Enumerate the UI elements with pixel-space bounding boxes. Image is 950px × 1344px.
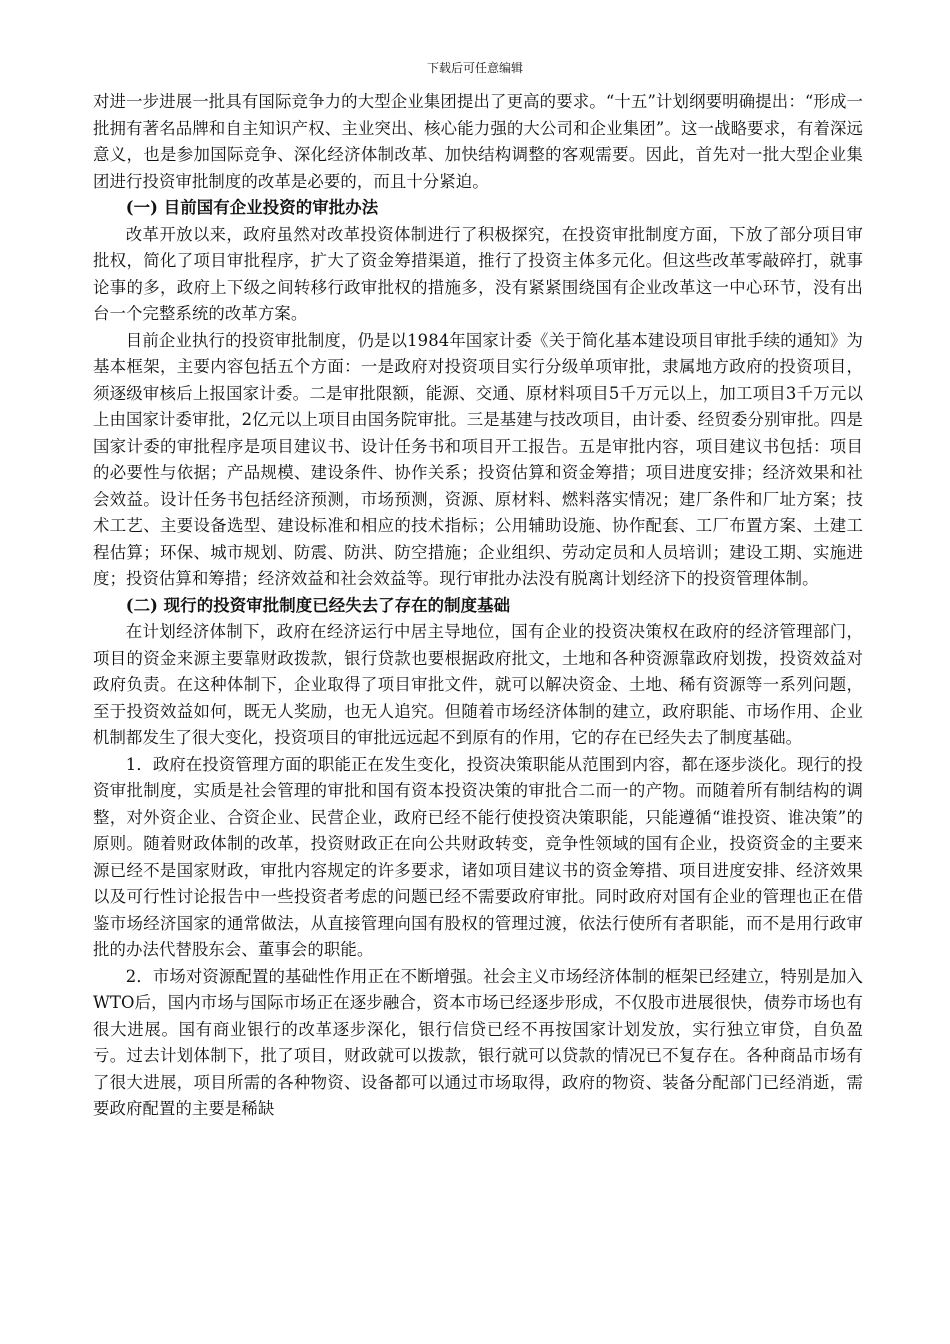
paragraph: 目前企业执行的投资审批制度，仍是以1984年国家计委《关于简化基本建设项目审批手续的通知》为基本框架，主要内容包括五个方面：一是政府对投资项目实行分级单项审批，隶属地方政府的投资项目，须逐级审核后上报国家计委。二是审批限额，能源、交通、原材料项目5千万元以上，加工项目3千万元以上由国家计委审批，2亿元以上项目由国务院审批。三是基建与技改项目，由计委、经贸委分别审批。四是国家计委的审批程序是项目建议书、设计任务书和项目开工报告。五是审批内容，项目建议书包括：项目的必要性与依据；产品规模、建设条件、协作关系；投资估算和资金筹措；项目进度安排；经济效果和社会效益。设计任务书包括经济预测，市场预测，资源、原材料、燃料落实情况；建厂条件和厂址方案；技术工艺、主要设备选型、建设标准和相应的技术指标；公用辅助设施、协作配套、工厂布置方案、土建工程估算；环保、城市规划、防震、防洪、防空措施；企业组织、劳动定员和人员培训；建设工期、实施进度；投资估算和筹措；经济效益和社会效益等。现行审批办法没有脱离计划经济下的投资管理体制。	[93, 330, 863, 588]
paragraph: 对进一步进展一批具有国际竞争力的大型企业集团提出了更高的要求。“十五”计划纲要明确提出：“形成一批拥有著名品牌和自主知识产权、主业突出、核心能力强的大公司和企业集团”。这一战略要求，有着深远意义，也是参加国际竞争、深化经济体制改革、加快结构调整的客观需要。因此，首先对一批大型企业集团进行投资审批制度的改革是必要的，而且十分紧迫。	[93, 92, 863, 191]
paragraph: 改革开放以来，政府虽然对改革投资体制进行了积极探究，在投资审批制度方面，下放了部分项目审批权，简化了项目审批程序，扩大了资金筹措渠道，推行了投资主体多元化。但这些改革零敲碎打，就事论事的多，政府上下级之间转移行政审批权的措施多，没有紧紧围绕国有企业改革这一中心环节，没有出台一个完整系统的改革方案。	[93, 224, 863, 323]
paragraph: 在计划经济体制下，政府在经济运行中居主导地位，国有企业的投资决策权在政府的经济管理部门，项目的资金来源主要靠财政拨款，银行贷款也要根据政府批文，土地和各种资源靠政府划拨，投资效益对政府负责。在这种体制下，企业取得了项目审批文件，就可以解决资金、土地、稀有资源等一系列问题，至于投资效益如何，既无人奖励，也无人追究。但随着市场经济体制的建立，政府职能、市场作用、企业机制都发生了很大变化，投资项目的审批远远起不到原有的作用，它的存在已经失去了制度基础。	[93, 622, 863, 747]
document-body	[93, 89, 863, 1123]
section-heading: (一) 目前国有企业投资的审批办法	[125, 198, 379, 217]
section-heading: (二) 现行的投资审批制度已经失去了存在的制度基础	[125, 595, 511, 615]
paragraph: 2．市场对资源配置的基础性作用正在不断增强。社会主义市场经济体制的框架已经建立，特别是加入WTO后，国内市场与国际市场正在逐步融合，资本市场已经逐步形成，不仅股市进展很快，债券市场也有很大进展。国有商业银行的改革逐步深化，银行信贷已经不再按国家计划发放，实行独立审贷，自负盈亏。过去计划体制下，批了项目，财政就可以拨款，银行就可以贷款的情况已不复存在。各种商品市场有了很大进展，项目所需的各种物资、设备都可以通过市场取得，政府的物资、装备分配部门已经消逝，需要政府配置的主要是稀缺	[93, 966, 863, 1118]
paragraph: 1．政府在投资管理方面的职能正在发生变化，投资决策职能从范围到内容，都在逐步淡化。现行的投资审批制度，实质是社会管理的审批和国有资本投资决策的审批合二而一的产物。而随着所有制结构的调整，对外资企业、合资企业、民营企业，政府已经不能行使投资决策职能，只能遵循“谁投资、谁决策”的原则。随着财政体制的改革，投资财政正在向公共财政转变，竞争性领域的国有企业，投资资金的主要来源已经不是国家财政，审批内容规定的许多要求，诸如项目建议书的资金筹措、项目进度安排、经济效果以及可行性讨论报告中一些投资者考虑的问题已经不需要政府审批。同时政府对国有企业的管理也正在借鉴市场经济国家的通常做法，从直接管理向国有股权的管理过渡，依法行使所有者职能，而不是用行政审批的办法代替股东会、董事会的职能。	[93, 754, 863, 959]
page-header: 下载后可任意编辑	[426, 61, 523, 75]
